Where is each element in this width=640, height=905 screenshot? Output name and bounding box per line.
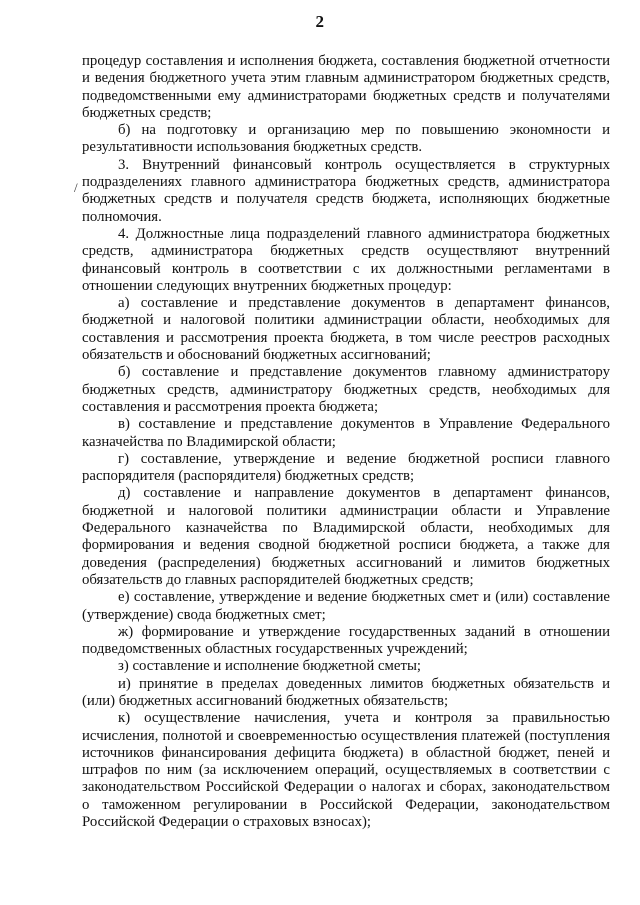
list-item-d: д) составление и направление документов в департамент финансов, бюджетной и налоговой политики администрации области и Управление Федерального казначейства по Владимирской области, необходимых для формирования и ведения сводной бюджетной росписи бюджета, а также для доведения (распределения) бюджетных ассигнований и лимитов бюджетных обязательств до главных распорядителей бюджетных средств; bbox=[82, 485, 610, 588]
list-item-k: к) осуществление начисления, учета и контроля за правильностью исчисления, полнотой и своевременностью осуществления платежей (поступления источников финансирования дефицита бюджета) в областной бюджет, пеней и штрафов по ним (за исключением операций, осуществляемых в соответствии с законодательством Российской Федерации о налогах и сборах, законодательством о таможенном регулировании в Российской Федерации, законодательством Российской Федерации о страховых взносах); bbox=[82, 710, 610, 831]
paragraph-3: 3. Внутренний финансовый контроль осуществляется в структурных подразделениях главного администратора бюджетных средств, администратора бюджетных средств и получателя средств бюджета, исполняющих бюджетные полномочия. bbox=[82, 156, 610, 225]
paragraph-item-b: б) на подготовку и организацию мер по повышению экономности и результативности использования бюджетных средств. bbox=[82, 122, 610, 156]
list-item-a: а) составление и представление документов в департамент финансов, бюджетной и налоговой политики администрации области, необходимых для составления и рассмотрения проекта бюджета, в том числе реестров расходных обязательств и обоснований бюджетных ассигнований; bbox=[82, 295, 610, 364]
list-item-e: е) составление, утверждение и ведение бюджетных смет и (или) составление (утверждение) свода бюджетных смет; bbox=[82, 589, 610, 623]
list-item-b: б) составление и представление документов главному администратору бюджетных средств, администратору бюджетных средств, необходимых для составления и рассмотрения проекта бюджета; bbox=[82, 364, 610, 415]
document-body bbox=[82, 53, 610, 831]
paragraph-continuation: процедур составления и исполнения бюджета, составления бюджетной отчетности и ведения бюджетного учета этим главным администратором бюджетных средств, подведомственными ему администраторами бюджетных средств и получателями бюджетных средств; bbox=[82, 53, 610, 121]
list-item-z: з) составление и исполнение бюджетной сметы; bbox=[118, 658, 422, 675]
paragraph-4: 4. Должностные лица подразделений главного администратора бюджетных средств, администратора бюджетных средств осуществляют внутренний финансовый контроль в соответствии с их должностными регламентами в отношении следующих внутренних бюджетных процедур: bbox=[82, 225, 610, 294]
page-number: 2 bbox=[315, 12, 325, 31]
scan-artifact-mark: / bbox=[74, 180, 78, 195]
list-item-zh: ж) формирование и утверждение государственных заданий в отношении подведомственных областных государственных учреждений; bbox=[82, 623, 610, 658]
list-item-v: в) составление и представление документов в Управление Федерального казначейства по Владимирской области; bbox=[82, 416, 610, 450]
list-item-g: г) составление, утверждение и ведение бюджетной росписи главного распорядителя (распорядителя) бюджетных средств; bbox=[82, 450, 610, 485]
list-item-i: и) принятие в пределах доведенных лимитов бюджетных обязательств и (или) бюджетных ассигнований бюджетных обязательств; bbox=[82, 675, 610, 709]
